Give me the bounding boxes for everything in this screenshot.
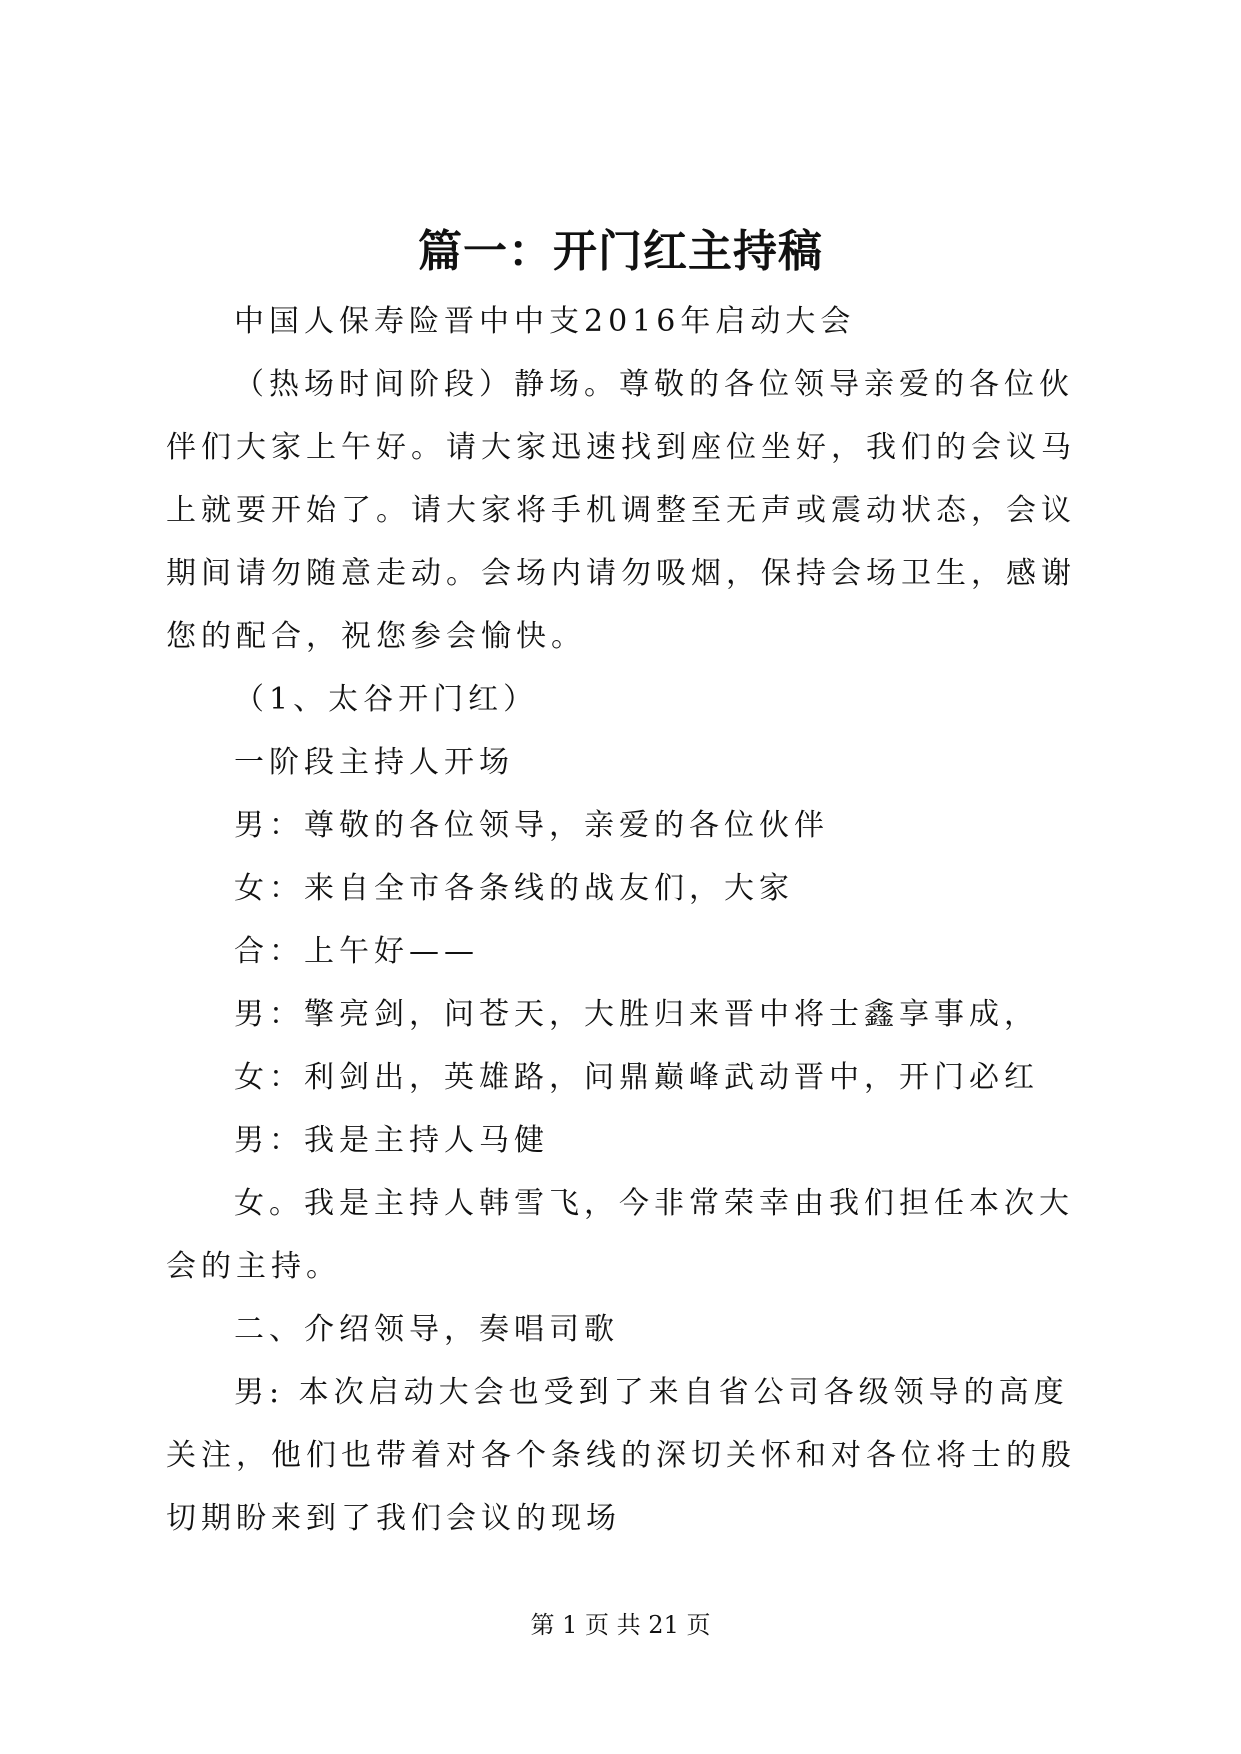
paragraph-stage-one-heading: 一阶段主持人开场: [234, 745, 514, 780]
paragraph-opening-notice: （热场时间阶段）静场。尊敬的各位领导亲爱的各位伙伴们大家上午好。请大家迅速找到座位坐好，我们的会议马上就要开始了。请大家将手机调整至无声或震动状态，会议期间请勿随意走动。会场内请勿吸烟，保持会场卫生，感谢您的配合，祝您参会愉快。: [166, 367, 1076, 654]
dialogue-line: 女：利剑出，英雄路，问鼎巅峰武动晋中，开门必红: [234, 1060, 1039, 1095]
paragraph-section-label: （1、太谷开门红）: [234, 682, 539, 717]
dialogue-line: 男: 本次启动大会也受到了来自省公司各级领导的高度关注，他们也带着对各个条线的深切关怀和对各位将士的殷切期盼来到了我们会议的现场: [166, 1375, 1076, 1536]
paragraph-event-name: 中国人保寿险晋中中支2016年启动大会: [234, 304, 856, 339]
dialogue-line: 男：我是主持人马健: [234, 1123, 549, 1158]
document-body: [166, 290, 1081, 1550]
dialogue-line: 女。我是主持人韩雪飞，今非常荣幸由我们担任本次大会的主持。: [166, 1186, 1074, 1284]
dialogue-line: 合：上午好——: [234, 934, 479, 969]
dialogue-line: 男：擎亮剑，问苍天，大胜归来晋中将士鑫享事成，: [234, 997, 1039, 1032]
paragraph-section-two-heading: 二、介绍领导，奏唱司歌: [234, 1312, 619, 1347]
dialogue-line: 男：尊敬的各位领导，亲爱的各位伙伴: [234, 808, 829, 843]
page-footer: 第 1 页 共 21 页: [530, 1611, 711, 1639]
dialogue-line: 女：来自全市各条线的战友们，大家: [234, 871, 794, 906]
document-title: 篇一：开门红主持稿: [418, 226, 823, 277]
